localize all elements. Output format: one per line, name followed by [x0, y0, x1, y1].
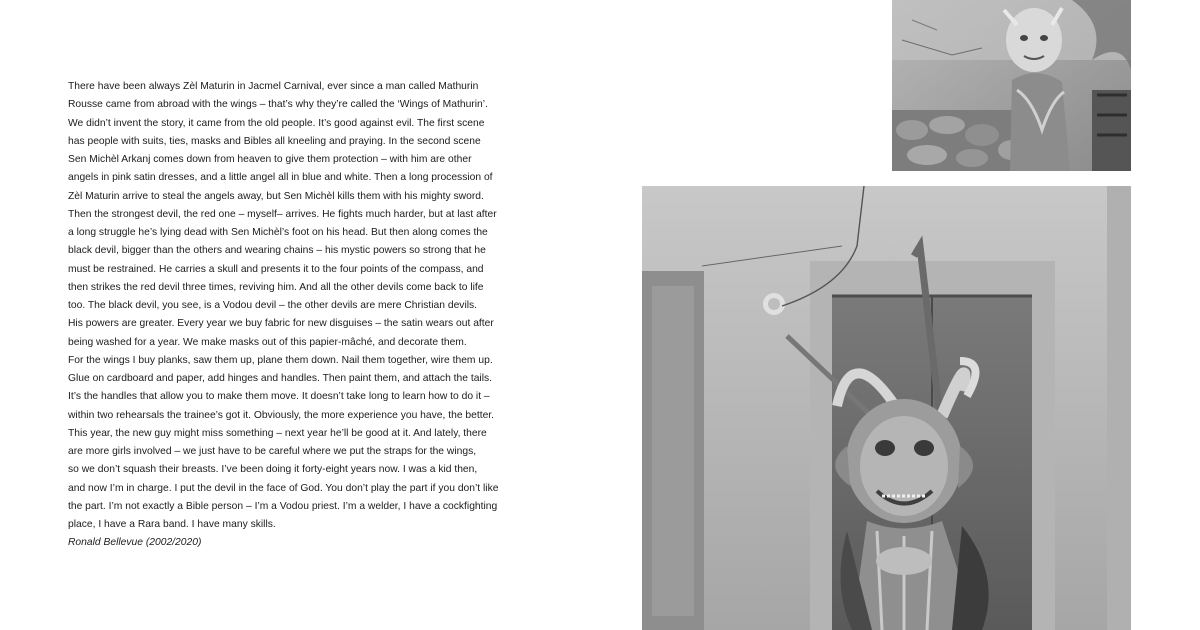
- text-line: Rousse came from abroad with the wings – that’s why they’re called the ‘Wings of Mathurin’.: [68, 99, 488, 111]
- signature: Ronald Bellevue (2002/2020): [68, 537, 202, 549]
- text-line: within two rehearsals the trainee’s got it. Obviously, the more experience you have, the better.: [68, 409, 495, 421]
- text-line: Then the strongest devil, the red one – myself– arrives. He fights much harder, but at last after: [68, 208, 497, 220]
- text-line: It’s the handles that allow you to make them move. It doesn’t take long to learn how to do it –: [68, 391, 490, 403]
- text-line: Zèl Maturin arrive to steal the angels away, but Sen Michèl kills them with his mighty sword.: [68, 190, 484, 202]
- text-line: place, I have a Rara band. I have many skills.: [68, 519, 276, 530]
- text-line: This year, the new guy might miss something – next year he’ll be good at it. And lately, there: [68, 427, 487, 439]
- photo-devil-mask-doorway: [642, 186, 1131, 630]
- text-line: and now I’m in charge. I put the devil in the face of God. You don’t play the part if you don’t like: [68, 482, 499, 494]
- text-line: then strikes the red devil three times, reviving him. And all the other devils come back to life: [68, 281, 484, 293]
- text-line: His powers are greater. Every year we buy fabric for new disguises – the satin wears out after: [68, 318, 494, 330]
- text-line: has people with suits, ties, masks and Bibles all kneeling and praying. In the second scene: [68, 135, 481, 147]
- text-line: a long struggle he’s lying dead with Sen Michèl’s foot on his head. But then along comes the: [68, 227, 488, 238]
- text-line: We didn’t invent the story, it came from the old people. It’s good against evil. The first scene: [68, 117, 485, 129]
- text-line: being washed for a year. We make masks out of this papier-mâché, and decorate them.: [68, 336, 467, 348]
- text-line: angels in pink satin dresses, and a little angel all in blue and white. Then a long procession of: [68, 172, 493, 184]
- text-line: Sen Michèl Arkanj comes down from heaven to give them protection – with him are other: [68, 154, 472, 165]
- text-line: There have been always Zèl Maturin in Jacmel Carnival, ever since a man called Mathurin: [68, 81, 479, 92]
- text-line: the part. I’m not exactly a Bible person – I’m a Vodou priest. I’m a welder, I have a cockfighting: [68, 500, 498, 512]
- text-line: black devil, bigger than the others and wearing chains – his mystic powers so strong that he: [68, 245, 486, 257]
- photo-masked-figure-wall: [892, 0, 1131, 171]
- text-line: Glue on cardboard and paper, add hinges and handles. Then paint them, and attach the tails.: [68, 373, 493, 384]
- text-line: For the wings I buy planks, saw them up, plane them down. Nail them together, wire them up.: [68, 354, 493, 366]
- text-line: so we don’t squash their breasts. I’ve been doing it forty-eight years now. I was a kid then,: [68, 464, 478, 476]
- text-line: too. The black devil, you see, is a Vodou devil – the other devils are mere Christian devils.: [68, 300, 478, 311]
- text-line: are more girls involved – we just have to be careful where we put the straps for the wings,: [68, 446, 477, 457]
- text-line: must be restrained. He carries a skull and presents it to the four points of the compass, and: [68, 263, 484, 275]
- quote-text-block: [68, 78, 538, 553]
